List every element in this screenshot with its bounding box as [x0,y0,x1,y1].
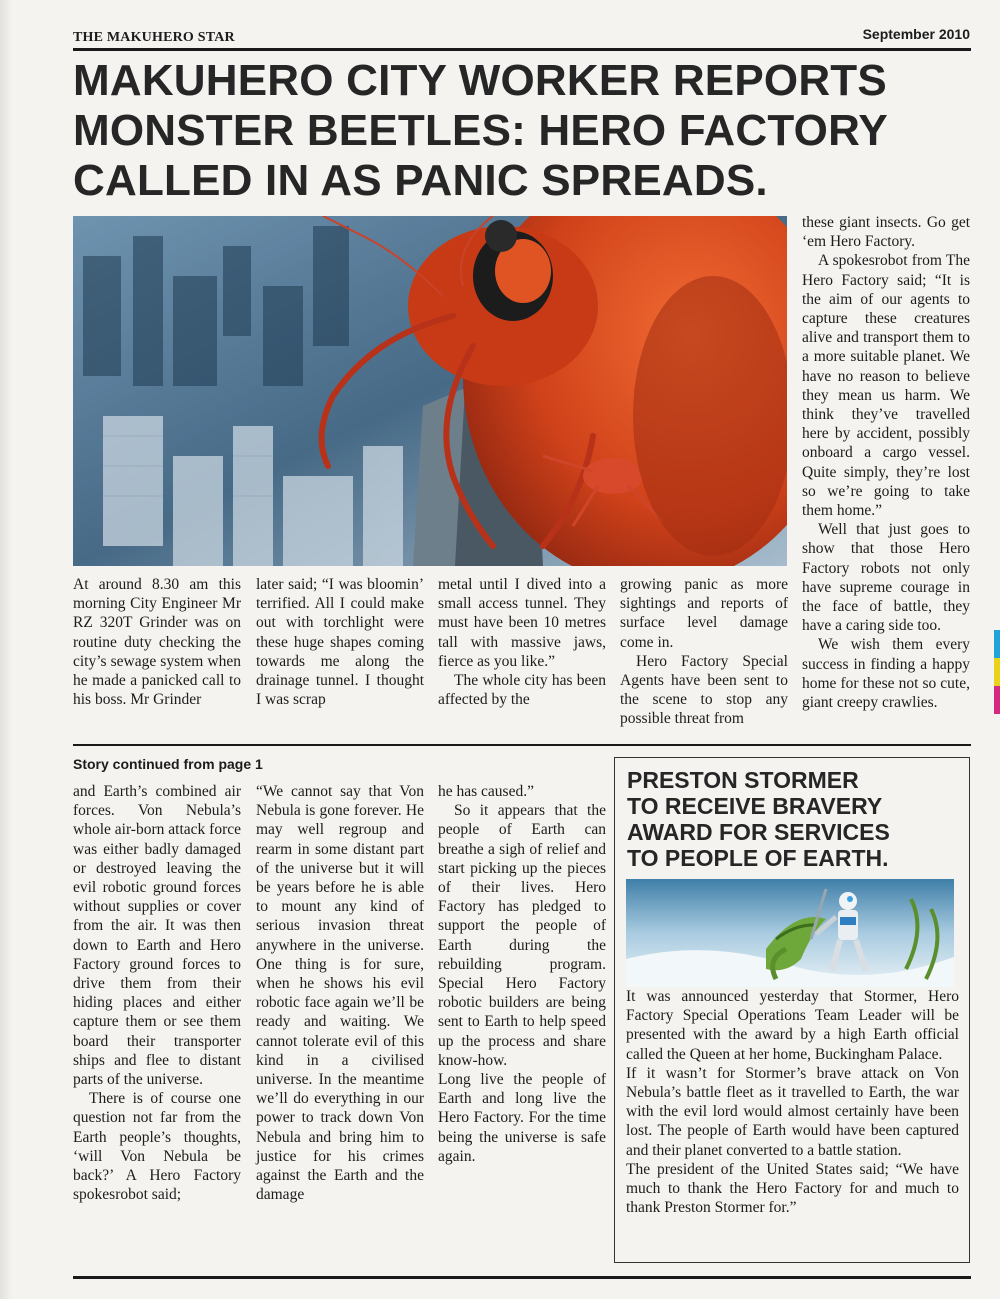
story-column-2 [256,575,424,709]
paragraph: later said; “I was bloomin’ terrified. All I could make out with torchlight were these huge shapes coming towards me along the drainage tunnel. I thought I was scrap [256,576,424,709]
print-mark-cyan [994,630,1000,658]
paragraph: The president of the United States said; “We have much to thank the Hero Factory for and much to thank Preston Stormer for.” [626,1160,959,1217]
issue-date: September 2010 [862,26,970,42]
headline-line: TO PEOPLE OF EARTH. [627,845,889,871]
main-headline [73,56,978,206]
print-mark-yellow [994,658,1000,686]
paragraph: “We cannot say that Von Nebula is gone forever. He may well regroup and rearm in some distant part of the universe but it will be years before he is able to mount any kind of serious invasion threat anywhere in the universe. One thing is for sure, when he shows his evil robotic face again we’ll be ready and waiting. We cannot tolerate evil of this kind in a civilised universe. In the meantime we’ll do everything in our power to track down Von Nebula and bring him to justice for his crimes against the Earth and the damage [256,783,424,1204]
headline-line: CALLED IN AS PANIC SPREADS. [73,156,768,205]
paragraph: Well that just goes to show that those Hero Factory robots not only have supreme courage in the face of battle, they have a caring side too. [802,521,970,635]
paragraph: metal until I dived into a small access tunnel. They must have been 10 metres tall with massive jaws, fierce as you like.” [438,576,606,670]
stormer-photo [626,879,954,987]
story-column-1 [73,575,241,709]
page-edge [0,0,12,1299]
paragraph: growing panic as more sightings and reports of surface level damage come in. [620,576,788,651]
stormer-illustration [626,879,954,987]
headline-line: PRESTON STORMER [627,767,859,793]
story-column-5 [802,213,970,712]
stormer-award-box [614,757,970,1263]
headline-line: AWARD FOR SERVICES [627,819,890,845]
continued-column-3 [438,782,606,1166]
paragraph: At around 8.30 am this morning City Engineer Mr RZ 320T Grinder was on routine duty checking the city’s sewage system when he made a panicked call to his boss. Mr Grinder [73,576,241,709]
paragraph: and Earth’s combined air forces. Von Nebula’s whole air-born attack force was either badly damaged or destroyed leaving the evil robotic ground forces without supplies or cover from the air. It was then down to Earth and Hero Factory ground forces to drive them from their hiding places and either capture them or see them board their transporter ships and flee to distant parts of the universe. [73,783,241,1089]
headline-line: MONSTER BEETLES: HERO FACTORY [73,106,888,155]
paragraph: So it appears that the people of Earth can breathe a sigh of relief and start picking up the pieces of their lives. Hero Factory has pledged to support the people of Earth during the rebuilding program. Special Hero Factory robotic builders are being sent to Earth to help speed up the process and share know-how. [438,802,606,1069]
sidebar-headline [627,767,957,871]
continued-column-1 [73,782,241,1204]
paragraph: Hero Factory Special Agents have been sent to the scene to stop any possible threat from [620,652,788,728]
paragraph: Long live the people of Earth and long live the Hero Factory. For the time being the universe is safe again. [438,1071,606,1165]
continued-column-2 [256,782,424,1204]
paragraph: It was announced yesterday that Stormer, Hero Factory Special Operations Team Leader will be presented with the award by a high Earth official called the Queen at her home, Buckingham Palace. [626,988,959,1063]
section-divider [73,744,971,746]
headline-line: TO RECEIVE BRAVERY [627,793,883,819]
paragraph: There is of course one question not far from the Earth people’s thoughts, ‘will Von Nebula be back?’ A Hero Factory spokesrobot said; [73,1090,241,1204]
masthead: THE MAKUHERO STAR [73,30,235,45]
story-column-3 [438,575,606,709]
story-column-4 [620,575,788,729]
paragraph: If it wasn’t for Stormer’s brave attack on Von Nebula’s battle fleet as it travelled to Earth, the war with the evil lord would almost certainly have been lost. The people of Earth would have been captured and their planet converted to a battle station. [626,1064,959,1159]
beetle-illustration [73,216,787,566]
beetle-city-photo [73,216,787,566]
top-rule [73,48,971,51]
headline-line: MAKUHERO CITY WORKER REPORTS [73,56,887,105]
paragraph: We wish them every success in finding a happy home for these not so cute, giant creepy crawlies. [802,636,970,712]
bottom-rule [73,1276,971,1279]
print-mark-magenta [994,686,1000,714]
paragraph: he has caused.” [438,783,534,800]
sidebar-text [626,987,959,1217]
continued-label: Story continued from page 1 [73,756,263,772]
paragraph: these giant insects. Go get ‘em Hero Factory. [802,214,970,251]
paragraph: A spokesrobot from The Hero Factory said; “It is the aim of our agents to capture these creatures alive and transport them to a more suitable planet. We have no reason to believe they mean us harm. We think they’ve travelled here by accident, possibly onboard a cargo vessel. Quite simply, they’re lost so we’re going to take them home.” [802,252,970,520]
paragraph: The whole city has been affected by the [438,672,606,709]
